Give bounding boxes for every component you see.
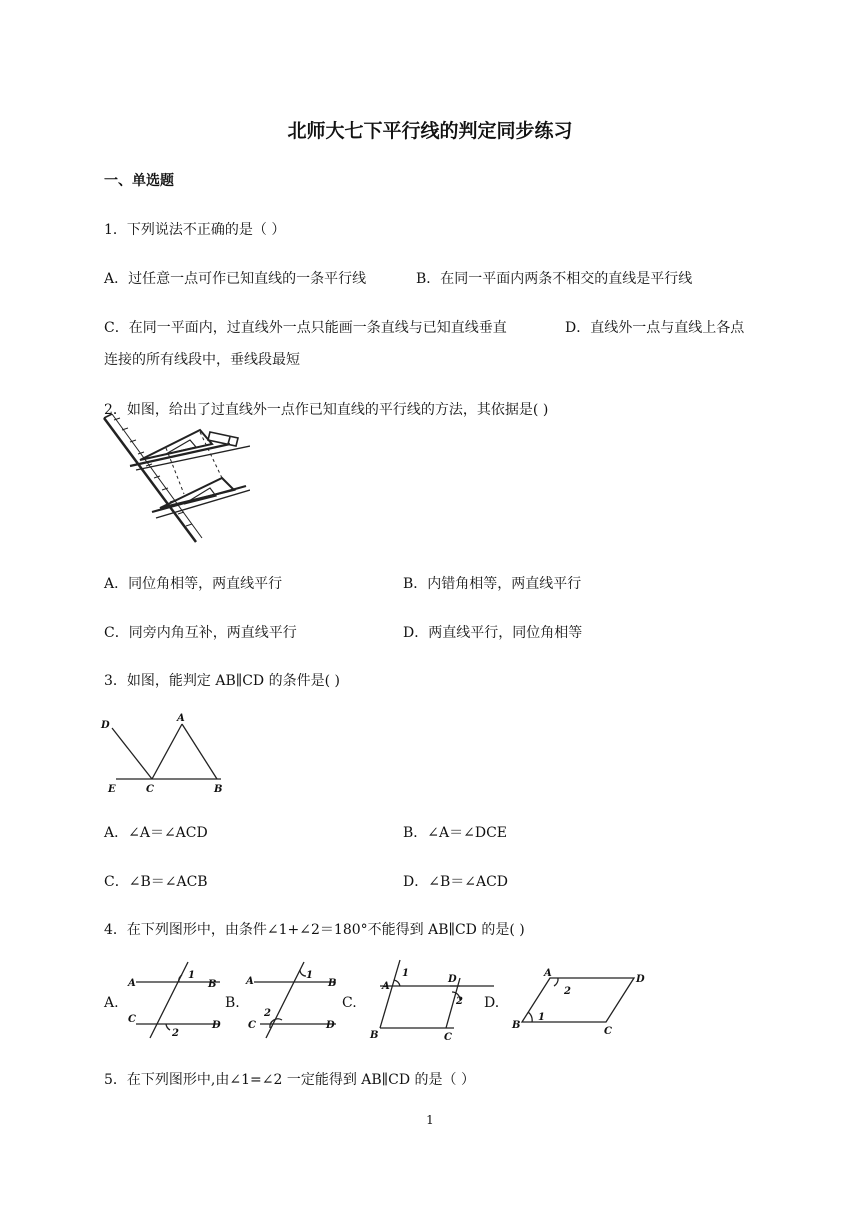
question-4-stem: 4．在下列图形中，由条件∠1+∠2＝180°不能得到 AB∥CD 的是( ) bbox=[104, 922, 525, 938]
q4-figure-c bbox=[364, 958, 496, 1044]
question-5-stem: 5．在下列图形中,由∠1=∠2 一定能得到 AB∥CD 的是（ ） bbox=[104, 1072, 475, 1088]
figure-label: 1 bbox=[538, 1012, 545, 1023]
question-1-option-c: C．在同一平面内，过直线外一点只能画一条直线与已知直线垂直 bbox=[104, 320, 507, 336]
question-2-stem: 2．如图，给出了过直线外一点作已知直线的平行线的方法，其依据是( ) bbox=[104, 402, 549, 418]
q3-label-e: E bbox=[108, 784, 116, 795]
figure-label: B bbox=[208, 979, 217, 990]
figure-label: 2 bbox=[564, 986, 571, 997]
figure-label: A bbox=[382, 981, 390, 992]
q4-figure-b bbox=[242, 960, 346, 1042]
figure-label: A bbox=[128, 978, 136, 989]
figure-label: C bbox=[128, 1014, 136, 1025]
question-1-option-b: B．在同一平面内两条不相交的直线是平行线 bbox=[416, 271, 693, 287]
question-1-stem: 1．下列说法不正确的是（ ） bbox=[104, 222, 286, 238]
question-3-option-a: A．∠A＝∠ACD bbox=[104, 825, 208, 841]
figure-label: C bbox=[248, 1020, 256, 1031]
figure-label: 1 bbox=[188, 970, 195, 981]
question-3-triangle-figure bbox=[96, 706, 236, 798]
figure-label: C bbox=[444, 1032, 452, 1043]
question-2-ruler-triangle-figure bbox=[100, 410, 250, 550]
figure-label: D bbox=[636, 974, 645, 985]
section-heading: 一、单选题 bbox=[104, 173, 174, 189]
q3-label-b: B bbox=[214, 784, 223, 795]
figure-label: B bbox=[328, 978, 337, 989]
figure-label: 2 bbox=[172, 1028, 179, 1039]
page-number: 1 bbox=[426, 1113, 434, 1127]
figure-label: 2 bbox=[456, 996, 463, 1007]
figure-label: B bbox=[512, 1020, 521, 1031]
page-title: 北师大七下平行线的判定同步练习 bbox=[287, 120, 573, 142]
question-1-option-d-continued: 连接的所有线段中，垂线段最短 bbox=[104, 352, 300, 368]
question-3-option-c: C．∠B＝∠ACB bbox=[104, 874, 208, 890]
q4-option-b-label: B. bbox=[225, 995, 240, 1011]
figure-label: B bbox=[370, 1030, 379, 1041]
figure-label: D bbox=[212, 1020, 221, 1031]
question-2-option-b: B．内错角相等，两直线平行 bbox=[403, 576, 582, 592]
q3-label-a: A bbox=[177, 713, 185, 724]
question-3-option-d: D．∠B＝∠ACD bbox=[403, 874, 509, 890]
figure-label: A bbox=[544, 968, 552, 979]
figure-label: D bbox=[326, 1020, 335, 1031]
question-2-option-a: A．同位角相等，两直线平行 bbox=[104, 576, 283, 592]
figure-label: 1 bbox=[306, 970, 313, 981]
q4-option-c-label: C. bbox=[342, 995, 357, 1011]
q4-figure-a bbox=[124, 960, 228, 1042]
q4-figure-d bbox=[508, 966, 648, 1038]
question-1-option-d: D．直线外一点与直线上各点 bbox=[565, 320, 745, 336]
figure-label: D bbox=[448, 974, 457, 985]
figure-label: A bbox=[246, 976, 254, 987]
question-1-option-a: A．过任意一点可作已知直线的一条平行线 bbox=[104, 271, 367, 287]
q3-label-d: D bbox=[101, 720, 110, 731]
figure-label: C bbox=[604, 1026, 612, 1037]
question-2-option-d: D．两直线平行，同位角相等 bbox=[403, 625, 583, 641]
figure-label: 1 bbox=[402, 968, 409, 979]
figure-label: 2 bbox=[264, 1008, 271, 1019]
q3-label-c: C bbox=[146, 784, 154, 795]
q4-option-a-label: A. bbox=[104, 995, 119, 1011]
question-3-option-b: B．∠A＝∠DCE bbox=[403, 825, 508, 841]
question-2-option-c: C．同旁内角互补，两直线平行 bbox=[104, 625, 297, 641]
question-3-stem: 3．如图，能判定 AB∥CD 的条件是( ) bbox=[104, 673, 340, 689]
q4-option-d-label: D. bbox=[484, 995, 500, 1011]
